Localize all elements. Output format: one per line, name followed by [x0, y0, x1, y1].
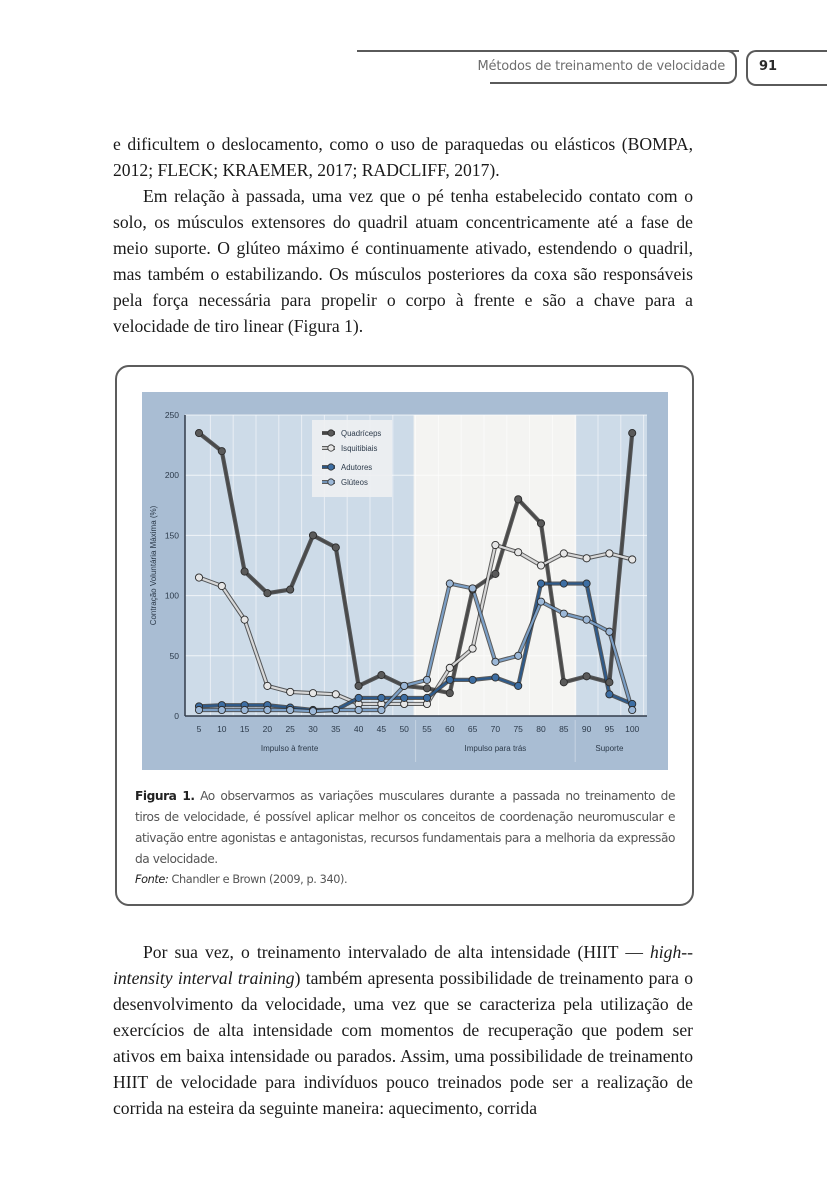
- data-point: [492, 541, 499, 548]
- paragraph-hiit: Por sua vez, o treinamento intervalado de alta intensidade (HIIT — high--intensity interval training) também apresenta possibilidade de treinamento para o desenvolvimento da velocidade, uma vez que se caracteriza pela utilização de exercícios de alta intensidade com momentos de recuperação que podem ser ativos em baixa intensidade ou parados. Assim, uma possibilidade de treinamento HIIT de velocidade para indivíduos pouco treinados pode ser a realização de corrida na esteira da seguinte maneira: aquecimento, corrida: [113, 942, 693, 1118]
- data-point: [537, 562, 544, 569]
- data-point: [583, 616, 590, 623]
- y-axis-title: Contração Voluntária Máxima (%): [149, 505, 158, 626]
- chapter-title: Métodos de treinamento de velocidade: [477, 59, 725, 74]
- x-tick-label: 90: [581, 724, 592, 734]
- data-point: [332, 691, 339, 698]
- data-point: [515, 549, 522, 556]
- data-point: [629, 429, 636, 436]
- data-point: [469, 585, 476, 592]
- page-number: 91: [759, 59, 778, 74]
- data-point: [401, 694, 408, 701]
- data-point: [378, 706, 385, 713]
- data-point: [355, 706, 362, 713]
- data-point: [378, 694, 385, 701]
- x-tick-label: 10: [217, 724, 227, 734]
- figure-caption: [135, 786, 675, 870]
- data-point: [537, 580, 544, 587]
- data-point: [629, 706, 636, 713]
- x-tick-label: 20: [262, 724, 273, 734]
- paragraph-stride: Em relação à passada, uma vez que o pé tenha estabelecido contato com o solo, os músculos extensores do quadril atuam concentricamente até a fase de meio suporte. O glúteo máximo é continuamente ativado, estendendo o quadril, mas também o estabilizando. Os músculos posteriores da coxa são responsáveis pela força necessária para propelir o corpo à frente e são a chave para a velocidade de tiro linear (Figura 1).: [113, 186, 693, 336]
- data-point: [218, 448, 225, 455]
- header-page-box: [746, 50, 827, 86]
- data-point: [241, 616, 248, 623]
- data-point: [446, 676, 453, 683]
- data-point: [492, 570, 499, 577]
- data-point: [560, 679, 567, 686]
- x-tick-label: 40: [353, 724, 364, 734]
- figure-source: [135, 873, 347, 886]
- x-tick-label: 100: [625, 724, 640, 734]
- x-tick-label: 65: [467, 724, 478, 734]
- legend-label: Isquitibiais: [341, 444, 378, 453]
- data-point: [332, 706, 339, 713]
- y-tick-label: 0: [174, 711, 179, 721]
- x-tick-label: 45: [376, 724, 387, 734]
- x-tick-label: 95: [604, 724, 615, 734]
- x-tick-label: 25: [285, 724, 295, 734]
- body-text-top: [113, 131, 693, 339]
- data-point: [537, 520, 544, 527]
- x-tick-label: 70: [490, 724, 501, 734]
- data-point: [423, 685, 430, 692]
- x-tick-label: 55: [422, 724, 432, 734]
- data-point: [515, 652, 522, 659]
- x-tick-label: 15: [239, 724, 250, 734]
- data-point: [606, 691, 613, 698]
- y-tick-label: 200: [164, 470, 179, 481]
- data-point: [629, 556, 636, 563]
- y-tick-label: 250: [164, 410, 179, 420]
- legend-label: Glúteos: [341, 478, 368, 487]
- data-point: [515, 682, 522, 689]
- paragraph-continuation: e dificultem o deslocamento, como o uso de paraquedas ou elásticos (BOMPA, 2012; FLECK; KRAEMER, 2017; RADCLIFF, 2017).: [113, 134, 693, 180]
- y-tick-label: 50: [169, 650, 179, 661]
- data-point: [332, 544, 339, 551]
- data-point: [515, 496, 522, 503]
- data-point: [560, 580, 567, 587]
- x-tick-label: 75: [513, 724, 523, 734]
- data-point: [309, 708, 316, 715]
- data-point: [469, 645, 476, 652]
- data-point: [583, 555, 590, 562]
- data-point: [446, 580, 453, 587]
- source-text: Chandler e Brown (2009, p. 340).: [168, 873, 348, 886]
- data-point: [264, 682, 271, 689]
- data-point: [492, 658, 499, 665]
- data-point: [218, 706, 225, 713]
- data-point: [195, 574, 202, 581]
- x-tick-label: 50: [399, 724, 409, 734]
- body-text-bottom: [113, 939, 693, 1121]
- data-point: [446, 664, 453, 671]
- data-point: [469, 676, 476, 683]
- x-tick-label: 35: [331, 724, 341, 734]
- data-point: [583, 673, 590, 680]
- data-point: [606, 550, 613, 557]
- data-point: [309, 532, 316, 539]
- figure-caption-text: Ao observarmos as variações musculares durante a passada no treinamento de tiros de velocidade, é possível aplicar melhor os conceitos de coordenação neuromuscular e ativação entre agonistas e antagonistas, recursos fundamentais para a melhoria da expressão da velocidade.: [135, 789, 675, 866]
- phase-label: Suporte: [595, 744, 624, 753]
- data-point: [492, 674, 499, 681]
- hiit-expansion: high--intensity interval training: [113, 942, 693, 988]
- data-point: [309, 690, 316, 697]
- data-point: [560, 610, 567, 617]
- data-point: [378, 671, 385, 678]
- x-tick-label: 5: [196, 724, 202, 734]
- emg-line-chart: [142, 392, 668, 770]
- chart-legend: [312, 420, 392, 497]
- data-point: [423, 676, 430, 683]
- x-tick-label: 60: [445, 724, 455, 734]
- data-point: [423, 694, 430, 701]
- data-point: [287, 586, 294, 593]
- data-point: [241, 568, 248, 575]
- data-point: [241, 706, 248, 713]
- x-tick-label: 30: [308, 724, 318, 734]
- data-point: [446, 690, 453, 697]
- data-point: [195, 706, 202, 713]
- phase-label: Impulso à frente: [260, 744, 319, 753]
- data-point: [287, 688, 294, 695]
- legend-label: Adutores: [341, 463, 373, 472]
- figure-label: Figura 1.: [135, 789, 195, 803]
- y-tick-label: 100: [164, 590, 179, 601]
- y-tick-label: 150: [164, 530, 179, 541]
- data-point: [264, 706, 271, 713]
- data-point: [287, 706, 294, 713]
- x-tick-label: 85: [559, 724, 569, 734]
- data-point: [560, 550, 567, 557]
- data-point: [606, 679, 613, 686]
- header-title-box: [477, 50, 737, 84]
- data-point: [195, 429, 202, 436]
- x-tick-label: 80: [536, 724, 546, 734]
- data-point: [401, 682, 408, 689]
- chart-canvas: [142, 392, 668, 770]
- data-point: [606, 628, 613, 635]
- data-point: [583, 580, 590, 587]
- source-label: Fonte:: [135, 873, 169, 886]
- data-point: [264, 590, 271, 597]
- data-point: [537, 598, 544, 605]
- data-point: [218, 582, 225, 589]
- phase-label: Impulso para trás: [464, 744, 527, 753]
- data-point: [355, 694, 362, 701]
- data-point: [355, 682, 362, 689]
- legend-label: Quadríceps: [341, 429, 382, 438]
